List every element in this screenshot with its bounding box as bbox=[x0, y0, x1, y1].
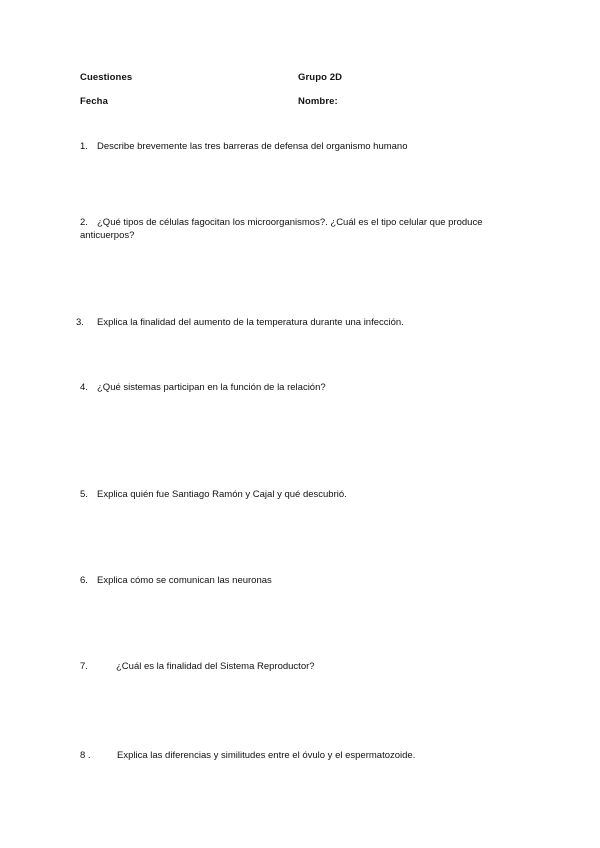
fecha-label: Fecha bbox=[80, 96, 108, 107]
question-number: 5. bbox=[80, 489, 88, 500]
question-text: Explica las diferencias y similitudes entre el óvulo y el espermatozoide. bbox=[117, 750, 416, 761]
question-3 bbox=[76, 316, 520, 329]
question-1 bbox=[80, 140, 520, 153]
question-text: ¿Qué tipos de células fagocitan los microorganismos?. ¿Cuál es el tipo celular que produce anticuerpos? bbox=[80, 217, 483, 241]
question-number: 8 . bbox=[80, 750, 91, 761]
grupo-label: Grupo 2D bbox=[298, 72, 343, 83]
question-text: ¿Cuál es la finalidad del Sistema Reproductor? bbox=[116, 661, 315, 672]
question-number: 3. bbox=[76, 317, 84, 328]
question-4 bbox=[80, 381, 520, 394]
question-text: Explica la finalidad del aumento de la temperatura durante una infección. bbox=[97, 317, 404, 328]
question-text: Explica cómo se comunican las neuronas bbox=[97, 575, 272, 586]
question-number: 7. bbox=[80, 661, 88, 672]
question-number: 1. bbox=[80, 141, 88, 152]
question-text: Describe brevemente las tres barreras de defensa del organismo humano bbox=[97, 141, 408, 152]
question-7 bbox=[80, 660, 520, 673]
question-text: Explica quién fue Santiago Ramón y Cajal y qué descubrió. bbox=[97, 489, 347, 500]
question-number: 4. bbox=[80, 382, 88, 393]
question-5 bbox=[80, 488, 520, 501]
question-text: ¿Qué sistemas participan en la función de la relación? bbox=[97, 382, 326, 393]
cuestiones-label: Cuestiones bbox=[80, 72, 133, 83]
question-number: 2. bbox=[80, 217, 88, 228]
question-8 bbox=[80, 749, 520, 762]
question-6 bbox=[80, 574, 520, 587]
nombre-label: Nombre: bbox=[298, 96, 338, 107]
question-number: 6. bbox=[80, 575, 88, 586]
question-2 bbox=[80, 216, 520, 242]
